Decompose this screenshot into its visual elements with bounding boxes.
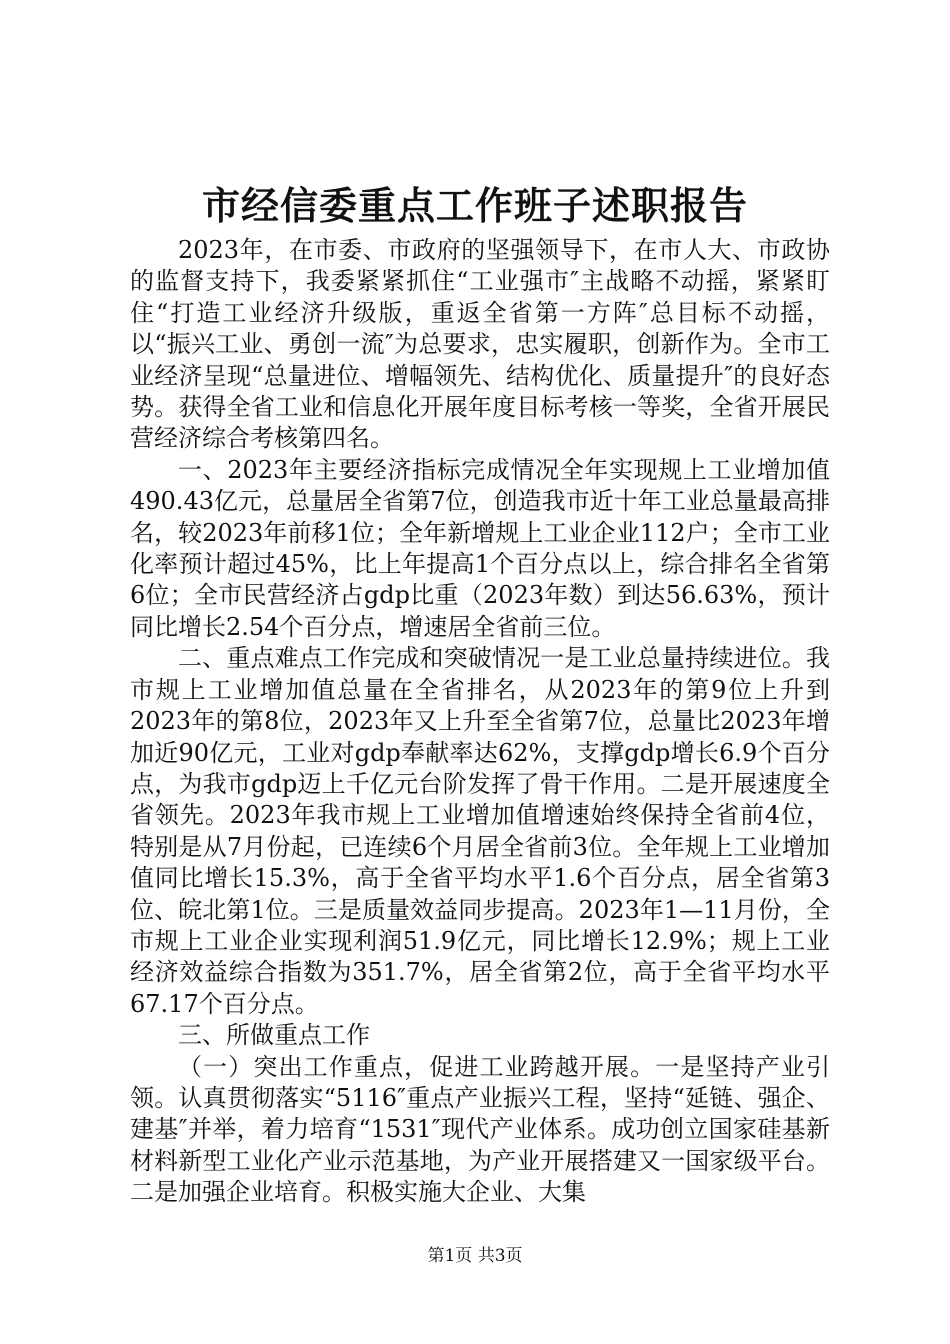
document-body bbox=[130, 235, 830, 1209]
paragraph-section-1: 一、2023年主要经济指标完成情况全年实现规上工业增加值490.43亿元，总量居全省第7位，创造我市近十年工业总量最高排名，较2023年前移1位；全年新增规上工业企业112户；全市工业化率预计超过45%，比上年提高1个百分点以上，综合排名全省第6位；全市民营经济占gdp比重（2023年数）到达56.63%，预计同比增长2.54个百分点，增速居全省前三位。 bbox=[130, 455, 830, 641]
paragraph-section-3-1: （一）突出工作重点，促进工业跨越开展。一是坚持产业引领。认真贯彻落实“5116″重点产业振兴工程，坚持“延链、强企、建基″并举，着力培育“1531″现代产业体系。成功创立国家硅基新材料新型工业化产业示范基地，为产业开展搭建又一国家级平台。二是加强企业培育。积极实施大企业、大集 bbox=[130, 1052, 830, 1207]
paragraph-intro: 2023年，在市委、市政府的坚强领导下，在市人大、市政协的监督支持下，我委紧紧抓住“工业强市″主战略不动摇，紧紧盯住“打造工业经济升级版，重返全省第一方阵″总目标不动摇，以“振兴工业、勇创一流″为总要求，忠实履职，创新作为。全市工业经济呈现“总量进位、增幅领先、结构优化、质量提升″的良好态势。获得全省工业和信息化开展年度目标考核一等奖，全省开展民营经济综合考核第四名。 bbox=[130, 236, 830, 453]
section-heading-3: 三、所做重点工作 bbox=[178, 1021, 370, 1050]
page-number-footer: 第1页 共3页 bbox=[427, 1246, 523, 1266]
paragraph-section-2: 二、重点难点工作完成和突破情况一是工业总量持续进位。我市规上工业增加值总量在全省排名，从2023年的第9位上升到2023年的第8位，2023年又上升至全省第7位，总量比2023年增加近90亿元，工业对gdp奉献率达62%，支撑gdp增长6.9个百分点，为我市gdp迈上千亿元台阶发挥了骨干作用。二是开展速度全省领先。2023年我市规上工业增加值增速始终保持全省前4位，特别是从7月份起，已连续6个月居全省前3位。全年规上工业增加值同比增长15.3%，高于全省平均水平1.6个百分点，居全省第3位、皖北第1位。三是质量效益同步提高。2023年1—11月份，全市规上工业企业实现利润51.9亿元，同比增长12.9%；规上工业经济效益综合指数为351.7%，居全省第2位，高于全省平均水平67.17个百分点。 bbox=[130, 644, 830, 1018]
document-title: 市经信委重点工作班子述职报告 bbox=[201, 183, 748, 228]
